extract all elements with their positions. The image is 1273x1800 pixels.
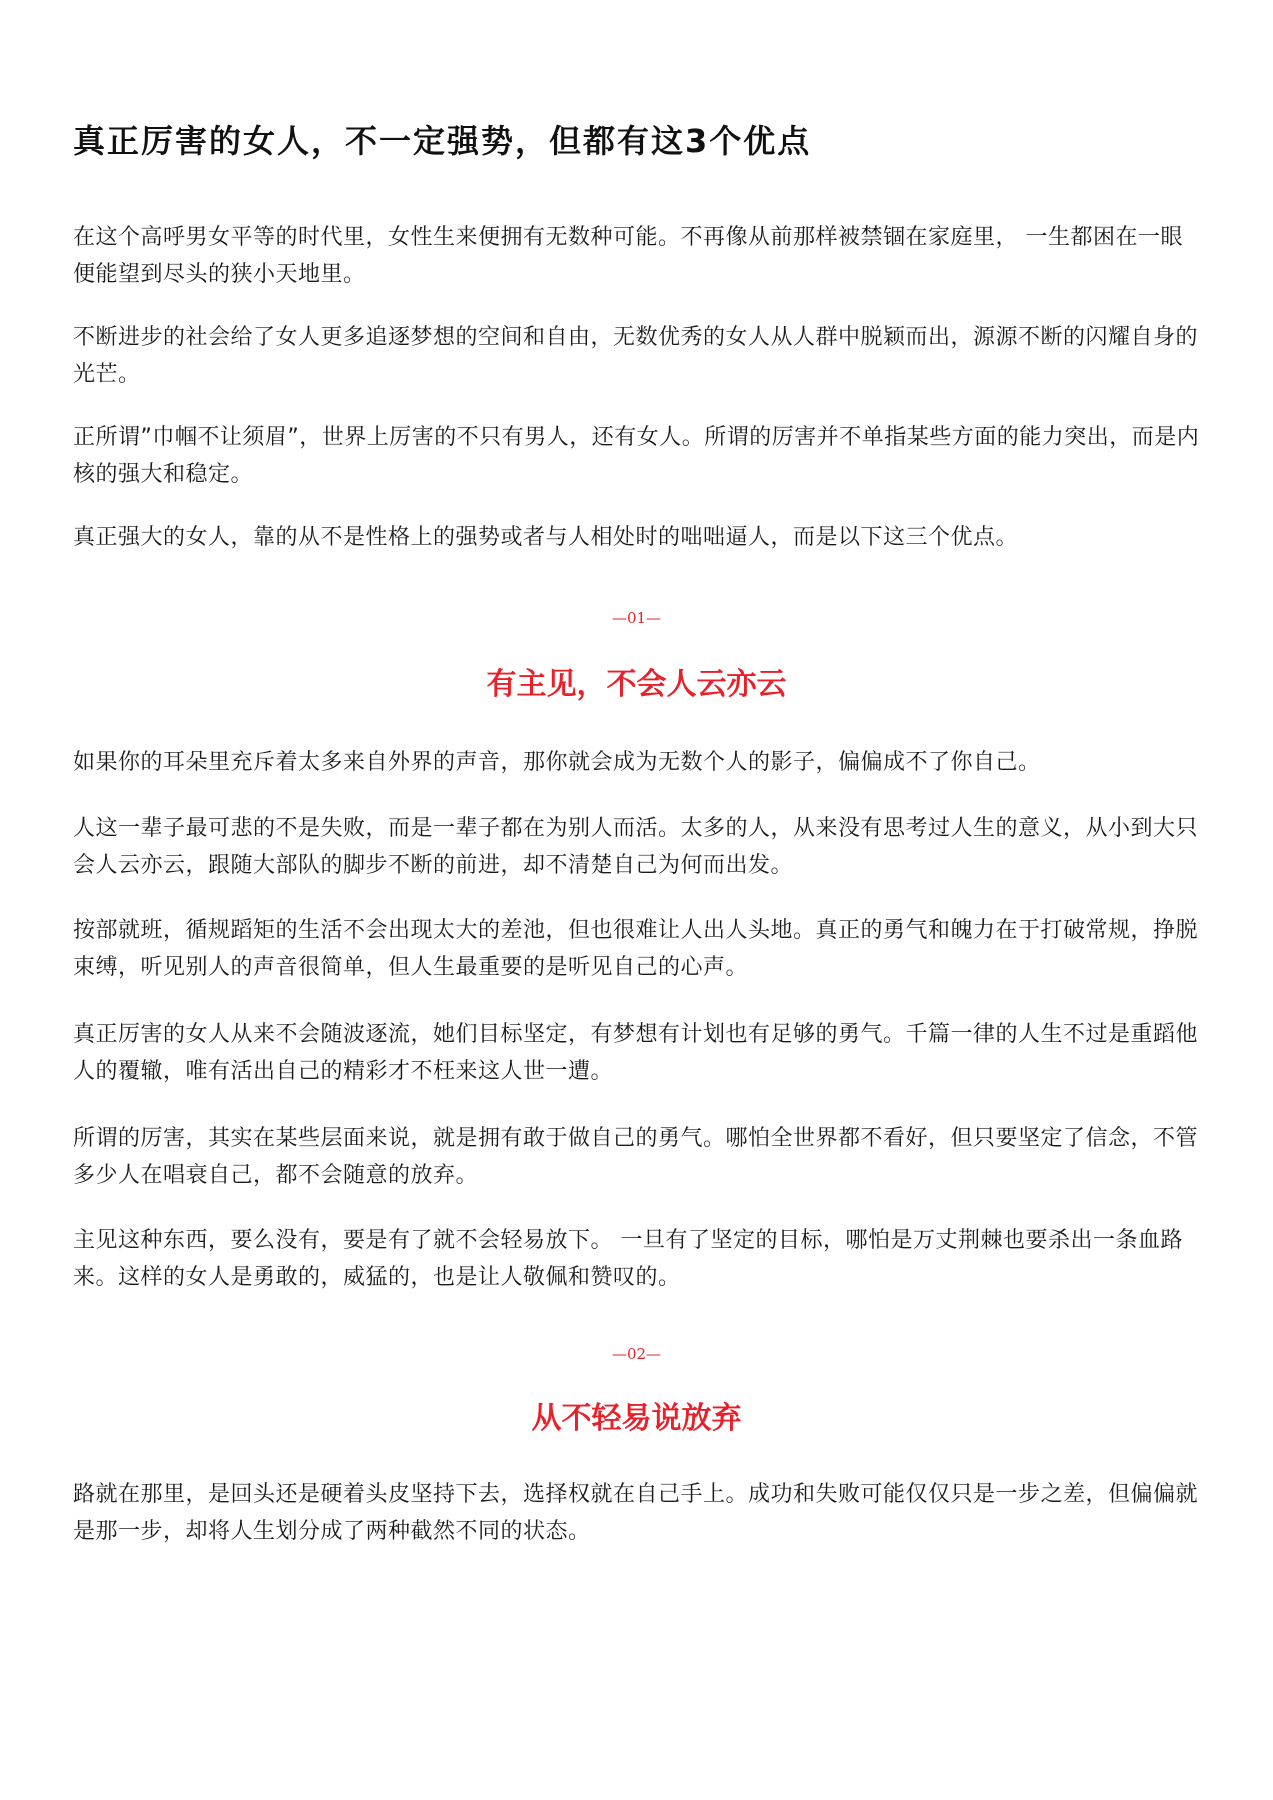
section-1-paragraph-5: 所谓的厉害，其实在某些层面来说，就是拥有敢于做自己的勇气。哪怕全世界都不看好，但只要坚定了信念，不管多少人在唱衰自己，都不会随意的放弃。 — [73, 1126, 1199, 1188]
section-1-paragraph-1: 如果你的耳朵里充斥着太多来自外界的声音，那你就会成为无数个人的影子，偏偏成不了你自己。 — [73, 750, 1041, 775]
section-number-02: —02— — [611, 1345, 662, 1363]
section-1-paragraph-6: 主见这种东西，要么没有，要是有了就不会轻易放下。 一旦有了坚定的目标，哪怕是万丈荆棘也要杀出一条血路来。这样的女人是勇敢的，威猛的，也是让人敬佩和赞叹的。 — [73, 1228, 1183, 1290]
section-1-paragraph-4: 真正厉害的女人从来不会随波逐流，她们目标坚定，有梦想有计划也有足够的勇气。千篇一律的人生不过是重蹈他人的覆辙，唯有活出自己的精彩才不枉来这人世一遭。 — [73, 1022, 1199, 1084]
intro-paragraph-1: 在这个高呼男女平等的时代里，女性生来便拥有无数种可能。不再像从前那样被禁锢在家庭里， 一生都困在一眼便能望到尽头的狭小天地里。 — [73, 225, 1183, 287]
intro-paragraph-3: 正所谓”巾帼不让须眉”，世界上厉害的不只有男人，还有女人。所谓的厉害并不单指某些方面的能力突出，而是内核的强大和稳定。 — [73, 425, 1200, 487]
intro-paragraph-4: 真正强大的女人，靠的从不是性格上的强势或者与人相处时的咄咄逼人，而是以下这三个优点。 — [73, 525, 1019, 550]
intro-paragraph-2: 不断进步的社会给了女人更多追逐梦想的空间和自由，无数优秀的女人从人群中脱颖而出，源源不断的闪耀自身的光芒。 — [73, 325, 1199, 387]
section-1-paragraph-2: 人这一辈子最可悲的不是失败，而是一辈子都在为别人而活。太多的人，从来没有思考过人生的意义，从小到大只会人云亦云，跟随大部队的脚步不断的前进，却不清楚自己为何而出发。 — [73, 816, 1199, 878]
section-heading-02: 从不轻易说放弃 — [531, 1401, 742, 1436]
section-2-paragraph-1: 路就在那里，是回头还是硬着头皮坚持下去，选择权就在自己手上。成功和失败可能仅仅只是一步之差，但偏偏就是那一步，却将人生划分成了两种截然不同的状态。 — [73, 1482, 1199, 1544]
section-1-paragraph-3: 按部就班，循规蹈矩的生活不会出现太大的差池，但也很难让人出人头地。真正的勇气和魄力在于打破常规，挣脱束缚，听见别人的声音很简单，但人生最重要的是听见自己的心声。 — [73, 918, 1199, 980]
section-number-01: —01— — [611, 609, 662, 627]
article-title: 真正厉害的女人，不一定强势，但都有这3个优点 — [73, 122, 812, 161]
section-heading-01: 有主见，不会人云亦云 — [486, 667, 787, 702]
